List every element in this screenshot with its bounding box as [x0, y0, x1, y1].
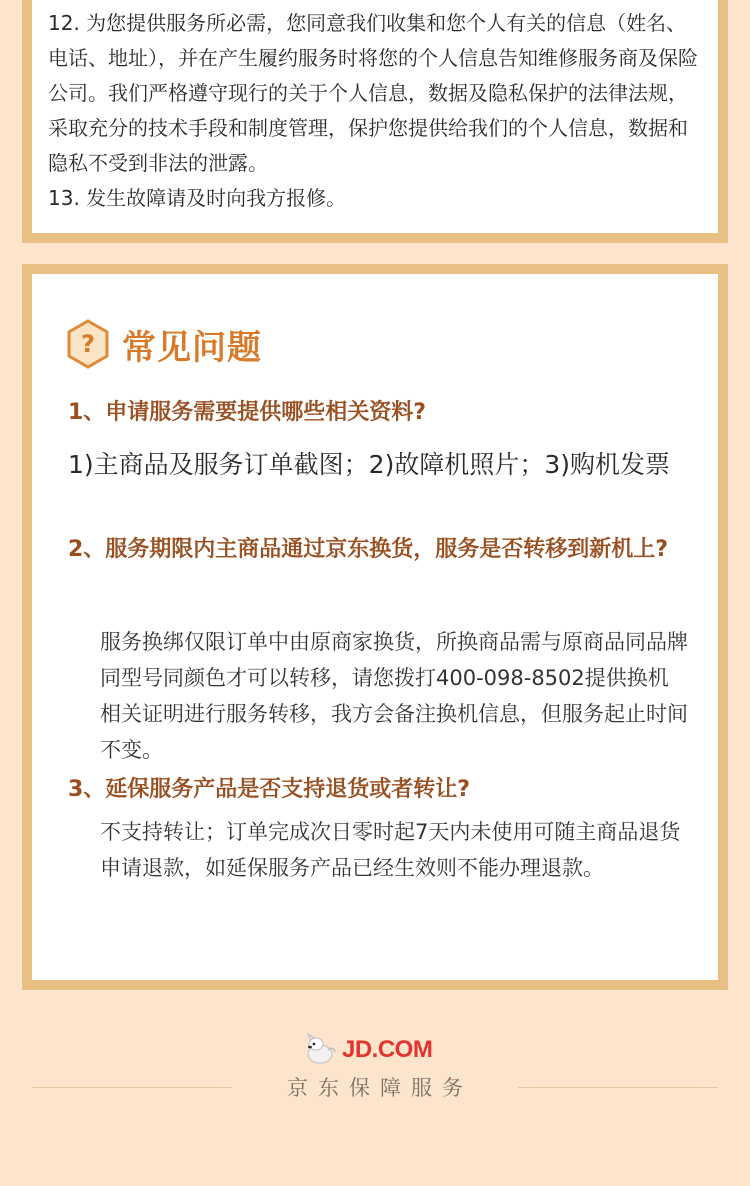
faq-question-1: 1、申请服务需要提供哪些相关资料?	[68, 400, 427, 425]
terms-item-13: 13. 发生故障请及时向我方报修。	[48, 186, 347, 210]
footer	[0, 1030, 750, 1110]
question-icon-glyph: ?	[81, 330, 95, 358]
footer-tagline: 京东保障服务	[287, 1076, 473, 1100]
faq-title: 常见问题	[122, 327, 262, 368]
jd-logo-text: JD.COM	[342, 1036, 433, 1063]
faq-header	[66, 316, 262, 372]
faq-answer-2: 服务换绑仅限订单中由原商家换货，所换商品需与原商品同品牌同型号同颜色才可以转移，请您拨打400-098-8502提供换机相关证明进行服务转移，我方会备注换机信息，但服务起止时间不变。	[100, 630, 688, 762]
terms-card	[22, 0, 728, 243]
terms-card-inner	[32, 0, 718, 233]
faq-card	[22, 264, 728, 990]
terms-list	[48, 6, 704, 216]
jd-logo	[302, 1030, 432, 1070]
terms-item-12: 12. 为您提供服务所必需，您同意我们收集和您个人有关的信息（姓名、电话、地址），并在产生履约服务时将您的个人信息告知维修服务商及保险公司。我们严格遵守现行的关于个人信息，数据及隐私保护的法律法规，采取充分的技术手段和制度管理，保护您提供给我们的个人信息，数据和隐私不受到非法的泄露。	[48, 11, 698, 175]
jd-dog-mascot-icon	[302, 1032, 338, 1068]
faq-answer-1: 1)主商品及服务订单截图；2)故障机照片；3)购机发票	[68, 450, 670, 479]
faq-answer-3: 不支持转让；订单完成次日零时起7天内未使用可随主商品退货申请退款，如延保服务产品已经生效则不能办理退款。	[100, 820, 681, 880]
question-hexagon-icon	[66, 319, 110, 369]
faq-card-inner	[32, 274, 718, 980]
faq-question-3: 3、延保服务产品是否支持退货或者转让?	[68, 777, 471, 802]
faq-question-2: 2、服务期限内主商品通过京东换货，服务是否转移到新机上?	[68, 537, 669, 562]
